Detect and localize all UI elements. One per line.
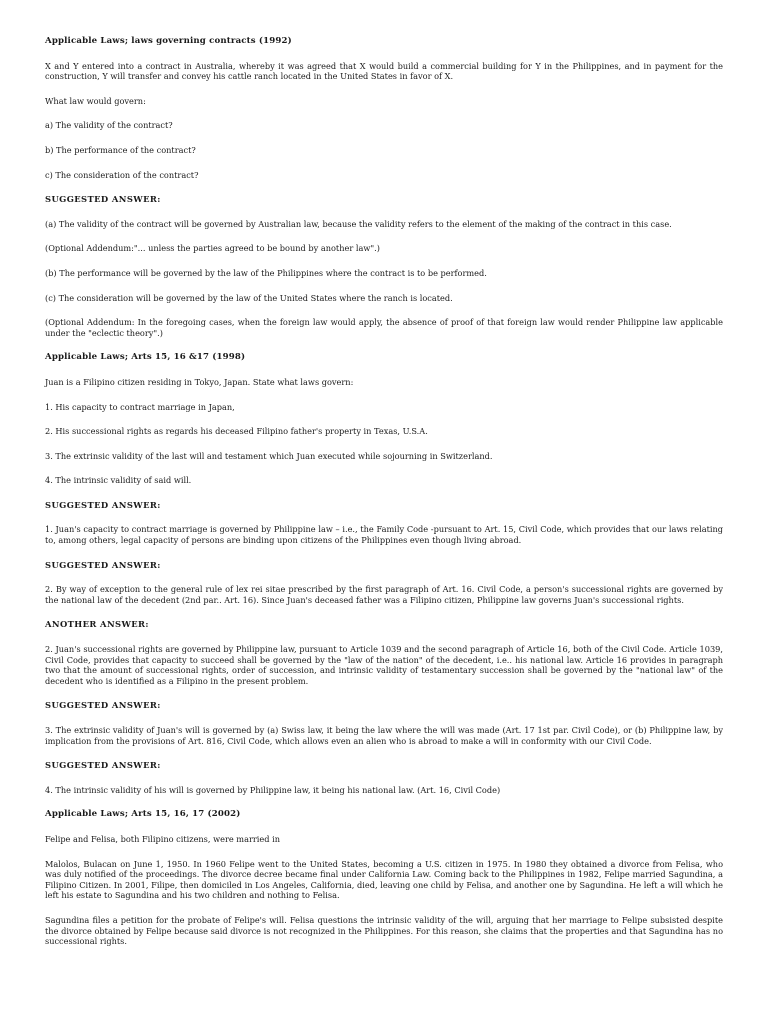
answer-b: (b) The performance will be governed by the law of the Philippines where the contract is to be performed. xyxy=(45,267,487,278)
optional-addendum-1: (Optional Addendum:"... unless the parties agreed to be bound by another law".) xyxy=(45,243,380,254)
another-answer-2: 2. Juan's successional rights are governed by Philippine law, pursuant to Article 1039 and the second paragraph of Article 16, both of the Civil Code. Article 1039, Civil Code, provides that capacity to succeed shall be governed by the "law of the nation" of the decedent, i.e.. his national law. Article 16 provides in paragraph two that the amount of successional rights, order of succession, and intrinsic validity of testamentary succession shall be governed by the "national law" of the decedent who is identified as a Filipino in the present problem. xyxy=(45,644,723,686)
facts-paragraph: X and Y entered into a contract in Australia, whereby it was agreed that X would build a commercial building for Y in the Philippines, and in payment for the construction, Y will transfer and convey his cattle ranch located in the United States in favor of X. xyxy=(45,60,723,82)
suggested-answer-label: SUGGESTED ANSWER: xyxy=(45,194,161,205)
optional-addendum-2: (Optional Addendum: In the foregoing cases, when the foreign law would apply, the absence of proof of that foreign law would render Philippine law applicable under the "eclectic theory".) xyxy=(45,317,723,338)
question-item-b: b) The performance of the contract? xyxy=(45,144,196,155)
question-item-1: 1. His capacity to contract marriage in Japan, xyxy=(45,401,235,412)
answer-3: 3. The extrinsic validity of Juan's will is governed by (a) Swiss law, it being the law where the will was made (Art. 17 1st par. Civil Code), or (b) Philippine law, by implication from the provisions of Art. 816, Civil Code, which allows even an alien who is abroad to make a will in conformity with our Civil Code. xyxy=(45,725,723,746)
question-item-2: 2. His successional rights as regards his deceased Filipino father's property in Texas, U.S.A. xyxy=(45,426,428,437)
answer-c: (c) The consideration will be governed by the law of the United States where the ranch is located. xyxy=(45,292,453,303)
question-text: What law would govern: xyxy=(45,95,146,106)
facts-paragraph: Malolos, Bulacan on June 1, 1950. In 1960 Felipe went to the United States, becoming a U.S. citizen in 1975. In 1980 they obtained a divorce from Felisa, who was duly notified of the proceedings. The divorce decree became final under California Law. Coming back to the Philippines in 1982, Felipe married Sagundina, a Filipino Citizen. In 2001, Filipe, then domiciled in Los Angeles, California, died, leaving one child by Felisa, and another one by Sagundina. He left a will which he left his estate to Sagundina and his two children and nothing to Felisa. xyxy=(45,858,723,901)
answer-2: 2. By way of exception to the general rule of lex rei sitae prescribed by the first paragraph of Art. 16. Civil Code, a person's successional rights are governed by the national law of the decedent (2nd par.. Art. 16). Since Juan's deceased father was a Filipino citizen, Philippine law governs Juan's successional rights. xyxy=(45,584,723,605)
section-heading-arts-15-16-17-2002: Applicable Laws; Arts 15, 16, 17 (2002) xyxy=(45,809,241,820)
another-answer-label: ANOTHER ANSWER: xyxy=(45,619,149,630)
suggested-answer-label: SUGGESTED ANSWER: xyxy=(45,559,161,570)
section-heading-arts-15-16-17-1998: Applicable Laws; Arts 15, 16 &17 (1998) xyxy=(45,352,246,363)
suggested-answer-label: SUGGESTED ANSWER: xyxy=(45,700,161,711)
question-item-3: 3. The extrinsic validity of the last will and testament which Juan executed while sojourning in Switzerland. xyxy=(45,450,493,461)
suggested-answer-label: SUGGESTED ANSWER: xyxy=(45,760,161,771)
facts-paragraph: Juan is a Filipino citizen residing in Tokyo, Japan. State what laws govern: xyxy=(45,376,354,387)
suggested-answer-label: SUGGESTED ANSWER: xyxy=(45,499,161,510)
section-heading-contracts: Applicable Laws; laws governing contracts (1992) xyxy=(45,36,292,46)
question-item-a: a) The validity of the contract? xyxy=(45,120,173,131)
question-item-c: c) The consideration of the contract? xyxy=(45,169,199,180)
answer-4: 4. The intrinsic validity of his will is governed by Philippine law, it being his national law. (Art. 16, Civil Code) xyxy=(45,784,501,795)
question-item-4: 4. The intrinsic validity of said will. xyxy=(45,475,192,486)
answer-a: (a) The validity of the contract will be governed by Australian law, because the validity refers to the element of the making of the contract in this case. xyxy=(45,218,672,229)
facts-paragraph-2: Sagundina files a petition for the probate of Felipe's will. Felisa questions the intrinsic validity of the will, arguing that her marriage to Felipe subsisted despite the divorce obtained by Felipe because said divorce is not recognized in the Philippines. For this reason, she claims that the properties and that Sagundina has no successional rights. xyxy=(45,914,723,947)
answer-1: 1. Juan's capacity to contract marriage is governed by Philippine law – i.e., the Family Code -pursuant to Art. 15, Civil Code, which provides that our laws relating to, among others, legal capacity of persons are binding upon citizens of the Philippines even though living abroad. xyxy=(45,524,723,546)
intro-paragraph: Felipe and Felisa, both Filipino citizens, were married in xyxy=(45,833,280,844)
